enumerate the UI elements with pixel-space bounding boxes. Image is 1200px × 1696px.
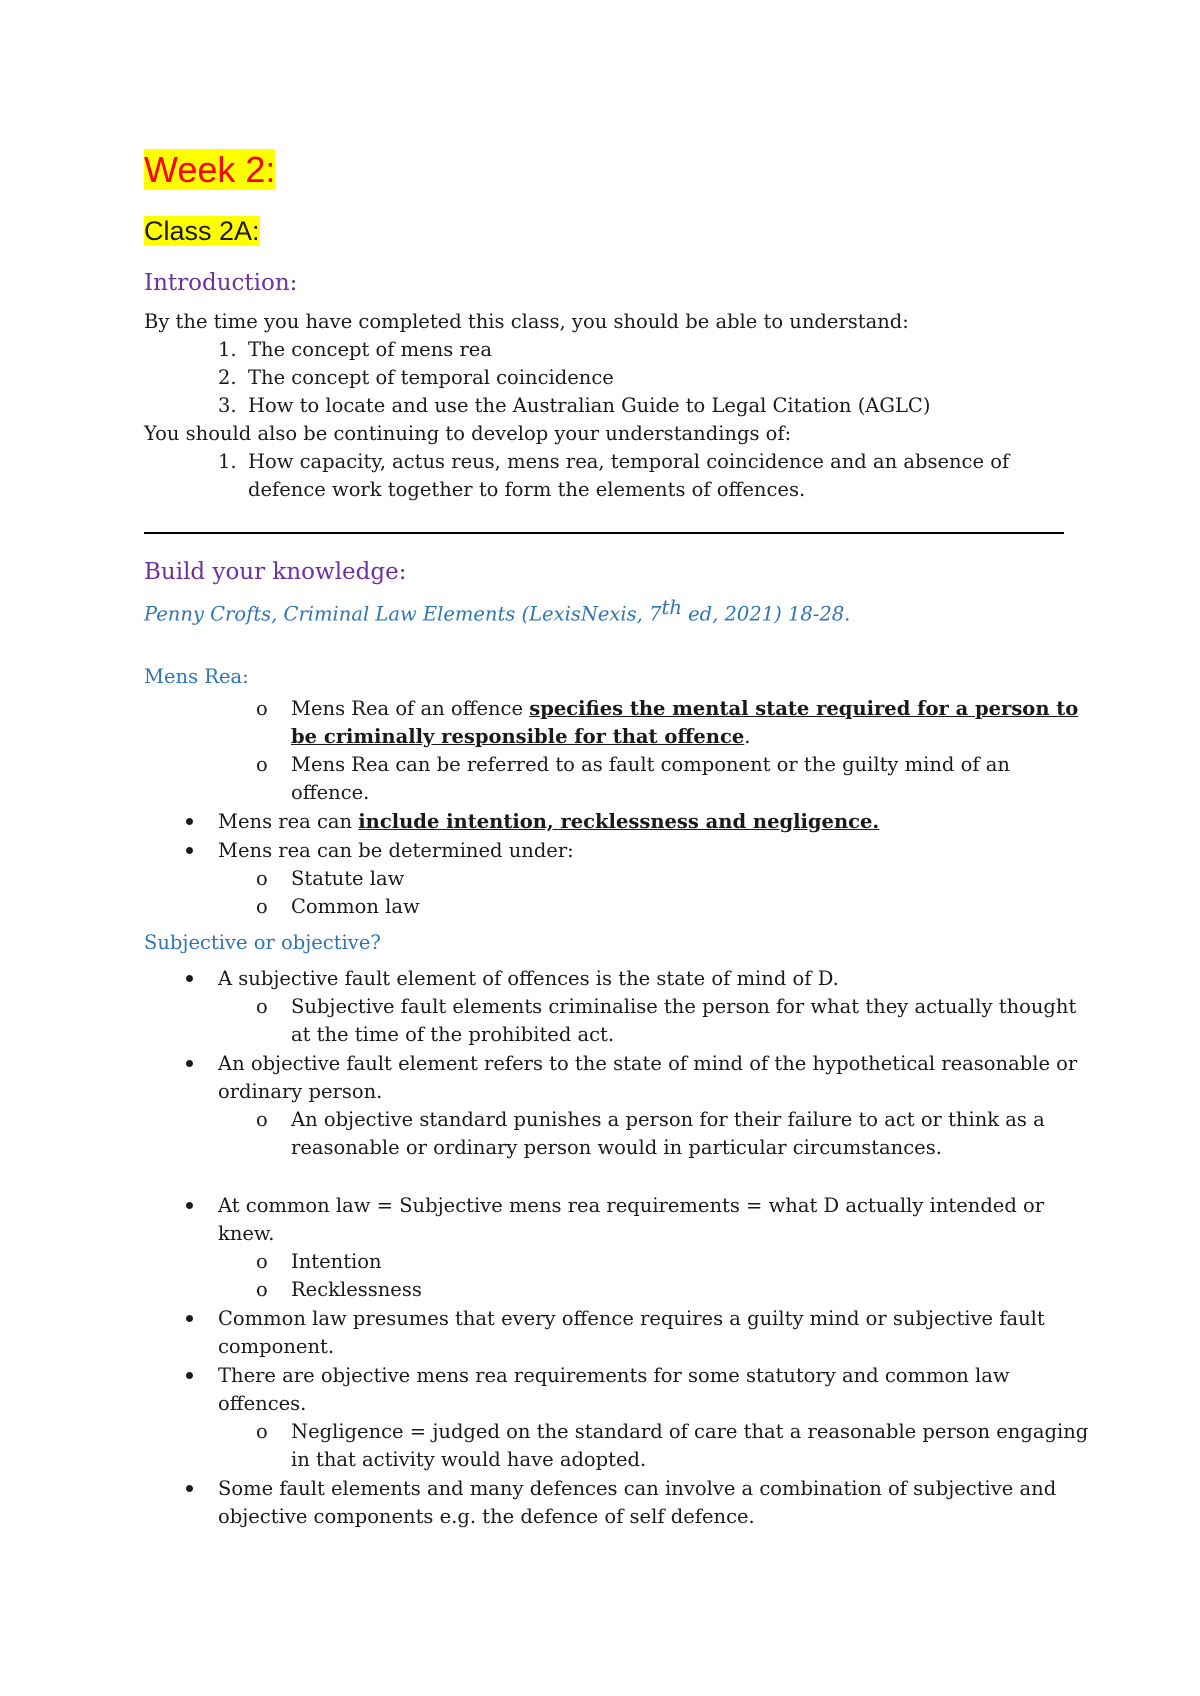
- objective-requirements-b5: There are objective mens rea requirements for some statutory and common law: [218, 1364, 1010, 1387]
- sub-bullet-marker: o: [256, 1420, 268, 1443]
- class-heading: [144, 214, 260, 248]
- sub-bullet-marker: o: [256, 1250, 268, 1273]
- objective-b2-cont: ordinary person.: [218, 1080, 383, 1103]
- combination-b6-cont: objective components e.g. the defence of self defence.: [218, 1505, 755, 1528]
- bullet-marker: [186, 1315, 193, 1322]
- mens-rea-heading: Mens Rea:: [144, 665, 249, 688]
- objective-b2-sub: An objective standard punishes a person for their failure to act or think as a: [291, 1108, 1045, 1131]
- negligence-item: Negligence = judged on the standard of care that a reasonable person engaging: [291, 1420, 1089, 1443]
- subjective-objective-heading: Subjective or objective?: [144, 931, 381, 954]
- continuing-text: How capacity, actus reus, mens rea, temporal coincidence and an absence of: [248, 450, 1010, 473]
- objective-text: How to locate and use the Australian Guide to Legal Citation (AGLC): [248, 394, 931, 417]
- build-knowledge-heading: Build your knowledge:: [144, 559, 407, 585]
- bullet-marker: [186, 1060, 193, 1067]
- statute-law-item: Statute law: [291, 867, 405, 890]
- negligence-item-cont: in that activity would have adopted.: [291, 1448, 647, 1471]
- objective-text: The concept of mens rea: [248, 338, 492, 361]
- mens-rea-includes: Mens rea can include intention, recklessness and negligence.: [218, 810, 880, 833]
- sub-bullet-marker: o: [256, 867, 268, 890]
- sub-bullet-marker: o: [256, 697, 268, 720]
- objective-2: [218, 364, 614, 392]
- continuing-item-1-cont: defence work together to form the elements of offences.: [248, 478, 806, 501]
- sub-bullet-marker: o: [256, 753, 268, 776]
- class-title: Class 2A:: [144, 216, 260, 246]
- mens-rea-fault-component-cont: offence.: [291, 781, 370, 804]
- list-number: 2.: [218, 366, 237, 389]
- list-number: 3.: [218, 394, 237, 417]
- bullet-marker: [186, 1202, 193, 1209]
- mens-rea-fault-component: Mens Rea can be referred to as fault component or the guilty mind of an: [291, 753, 1010, 776]
- list-number: 1.: [218, 450, 237, 473]
- continuing-lead: You should also be continuing to develop your understandings of:: [144, 422, 792, 445]
- list-number: 1.: [218, 338, 237, 361]
- intro-lead: By the time you have completed this class, you should be able to understand:: [144, 310, 909, 333]
- mens-rea-definition-cont: be criminally responsible for that offence.: [291, 725, 751, 748]
- bullet-marker: [186, 847, 193, 854]
- bullet-marker: [186, 1485, 193, 1492]
- intention-item: Intention: [291, 1250, 382, 1273]
- week-heading: [144, 148, 275, 192]
- subjective-b1: A subjective fault element of offences is the state of mind of D.: [218, 967, 839, 990]
- continuing-item-1: [218, 448, 1009, 476]
- introduction-heading: Introduction:: [144, 270, 298, 296]
- bullet-marker: [186, 1372, 193, 1379]
- common-law-presumes-b4: Common law presumes that every offence requires a guilty mind or subjective fault: [218, 1307, 1045, 1330]
- common-law-item: Common law: [291, 895, 420, 918]
- objective-1: [218, 336, 492, 364]
- bullet-marker: [186, 818, 193, 825]
- section-divider: [144, 532, 1064, 534]
- mens-rea-determined: Mens rea can be determined under:: [218, 839, 574, 862]
- objective-3: [218, 392, 930, 420]
- objective-b2: An objective fault element refers to the state of mind of the hypothetical reasonable or: [218, 1052, 1078, 1075]
- sub-bullet-marker: o: [256, 995, 268, 1018]
- common-law-b3-cont: knew.: [218, 1222, 275, 1245]
- sub-bullet-marker: o: [256, 1278, 268, 1301]
- common-law-presumes-b4-cont: component.: [218, 1335, 335, 1358]
- common-law-b3: At common law = Subjective mens rea requirements = what D actually intended or: [218, 1194, 1045, 1217]
- objective-text: The concept of temporal coincidence: [248, 366, 614, 389]
- subjective-b1-sub: Subjective fault elements criminalise the person for what they actually thought: [291, 995, 1077, 1018]
- subjective-b1-sub-cont: at the time of the prohibited act.: [291, 1023, 615, 1046]
- sub-bullet-marker: o: [256, 895, 268, 918]
- objective-requirements-b5-cont: offences.: [218, 1392, 307, 1415]
- week-title: Week 2:: [144, 149, 276, 190]
- reading-citation: Penny Crofts, Criminal Law Elements (LexisNexis, 7th ed, 2021) 18-28.: [144, 596, 851, 626]
- sub-bullet-marker: o: [256, 1108, 268, 1131]
- bullet-marker: [186, 975, 193, 982]
- combination-b6: Some fault elements and many defences can involve a combination of subjective and: [218, 1477, 1057, 1500]
- mens-rea-definition: Mens Rea of an offence specifies the mental state required for a person to: [291, 697, 1079, 720]
- recklessness-item: Recklessness: [291, 1278, 422, 1301]
- objective-b2-sub-cont: reasonable or ordinary person would in particular circumstances.: [291, 1136, 942, 1159]
